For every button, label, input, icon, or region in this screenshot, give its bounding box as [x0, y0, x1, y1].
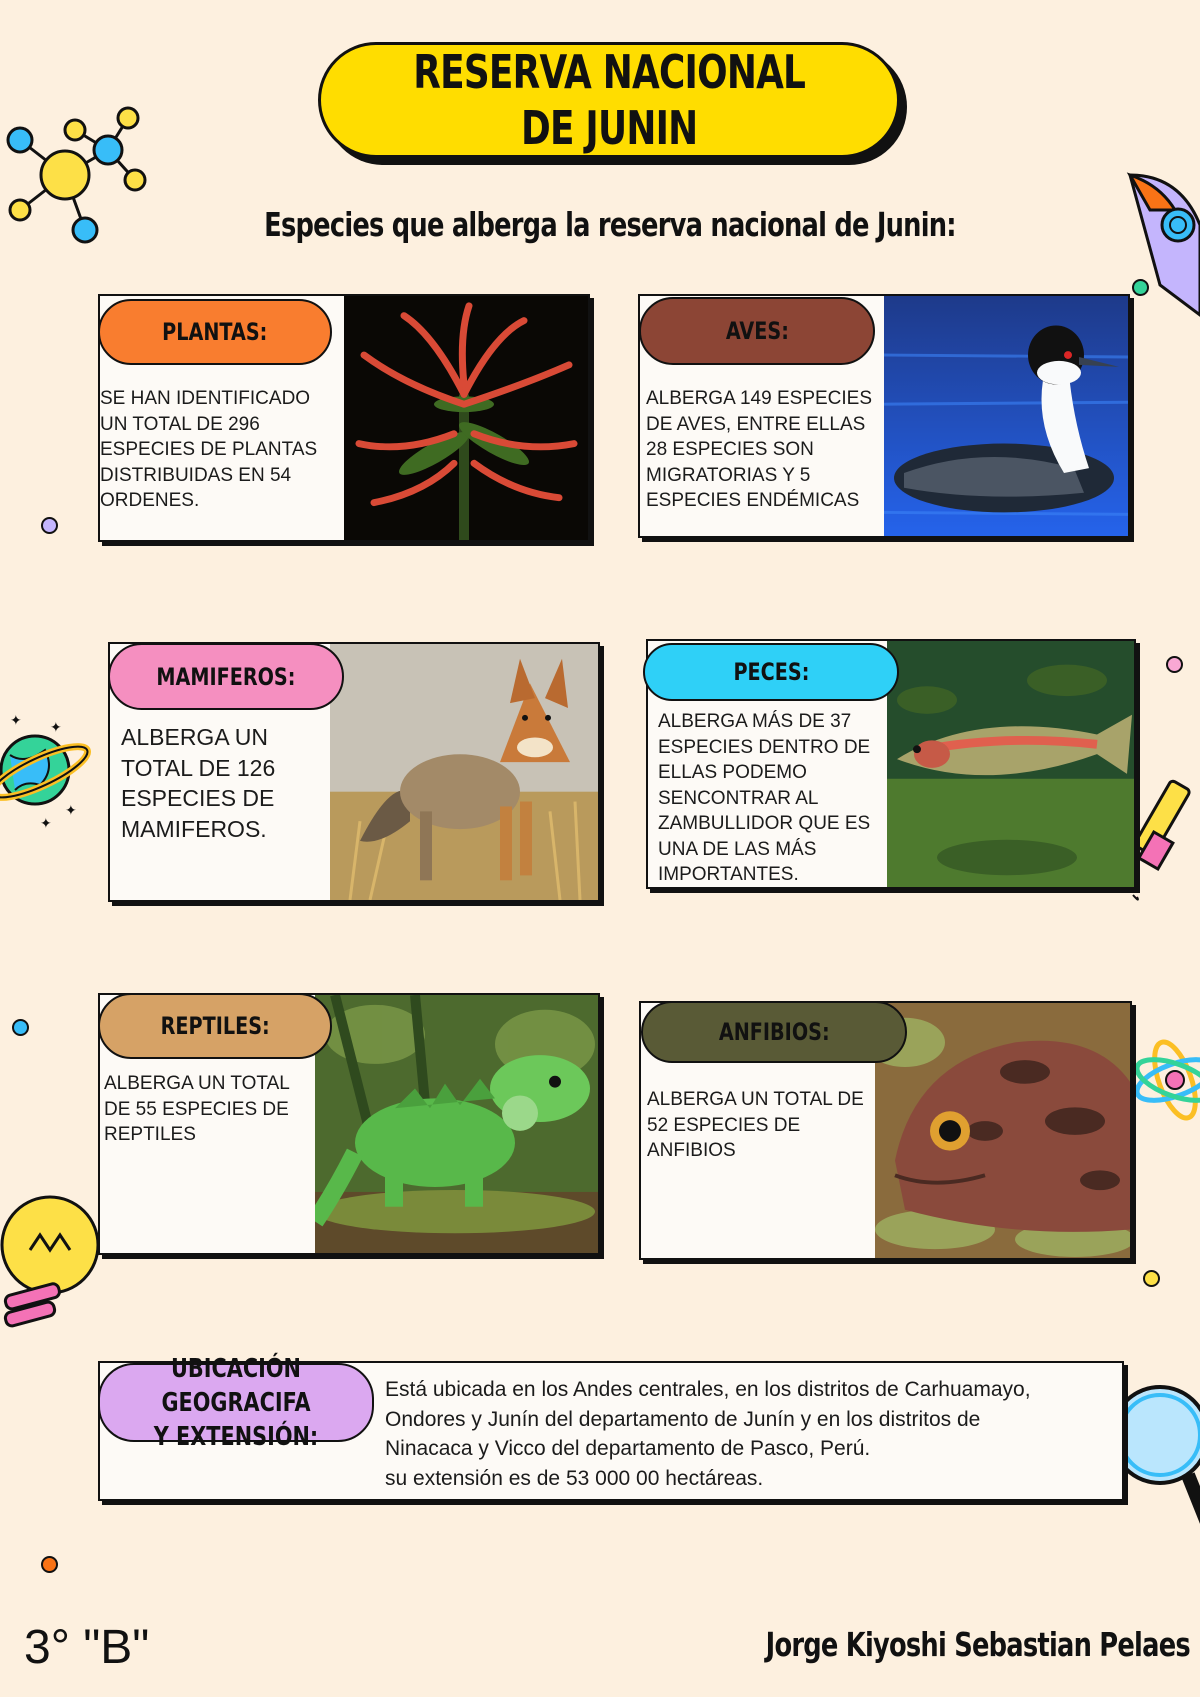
card-label-text: PECES: [733, 658, 809, 686]
card-label-plantas [98, 299, 332, 365]
bird-photo [884, 296, 1128, 536]
card-label-text: MAMIFEROS: [156, 662, 296, 691]
location-description: Está ubicada en los Andes centrales, en los distritos de Carhuamayo, Ondores y Junín del departamento de Junín y en los distritos de Ninacaca y Vicco del departamento de Pasco, Perú. su extensión es de 53 000 00 hectáreas. [385, 1378, 1031, 1490]
svg-text:✦: ✦ [65, 802, 77, 818]
class-grade: 3° "B" [24, 1621, 150, 1674]
dot-decoration [41, 1556, 58, 1573]
page-title: RESERVA NACIONAL DE JUNIN [413, 45, 805, 155]
card-label-reptiles [98, 993, 332, 1059]
card-label-aves [639, 297, 875, 365]
svg-text:✦: ✦ [10, 712, 22, 728]
dot-decoration [1143, 1270, 1160, 1287]
dot-decoration [12, 1019, 29, 1036]
atom-icon [1135, 1010, 1200, 1150]
fox-photo [330, 644, 598, 900]
card-label-text: PLANTAS: [162, 318, 268, 346]
card-label-mamiferos [108, 643, 344, 710]
bulb-icon [0, 1185, 110, 1345]
card-description: ALBERGA UN TOTAL DE 52 ESPECIES DE ANFIBIOS [647, 1089, 864, 1161]
svg-text:✦: ✦ [40, 815, 52, 830]
location-label-text: UBICACIÓN GEOGRACIFA Y EXTENSIÓN: [153, 1353, 319, 1452]
svg-text:✦: ✦ [50, 719, 62, 735]
planet-icon [0, 710, 95, 830]
author-name: Jorge Kiyoshi Sebastian Pelaes [765, 1625, 1190, 1664]
card-description: ALBERGA MÁS DE 37 ESPECIES DENTRO DE ELLAS PODEMO SENCONTRAR AL ZAMBULLIDOR QUE ES UNA DE LAS MÁS IMPORTANTES. [658, 711, 871, 885]
card-label-text: AVES: [725, 317, 789, 345]
card-label-anfibios [641, 1001, 907, 1063]
dot-decoration [41, 517, 58, 534]
iguana-photo [315, 995, 598, 1253]
dot-decoration [1132, 279, 1149, 296]
title-banner [318, 42, 900, 158]
card-label-peces [643, 643, 899, 701]
card-label-text: REPTILES: [160, 1012, 270, 1040]
location-label [98, 1353, 374, 1452]
card-description: ALBERGA 149 ESPECIES DE AVES, ENTRE ELLAS 28 ESPECIES SON MIGRATORIAS Y 5 ESPECIES ENDÉMICAS [646, 388, 873, 511]
card-description: SE HAN IDENTIFICADO UN TOTAL DE 296 ESPECIES DE PLANTAS DISTRIBUIDAS EN 54 ORDENES. [100, 388, 318, 511]
card-description: ALBERGA UN TOTAL DE 55 ESPECIES DE REPTILES [104, 1073, 290, 1145]
card-description: ALBERGA UN TOTAL DE 126 ESPECIES DE MAMIFEROS. [121, 724, 276, 842]
dot-decoration [1166, 656, 1183, 673]
card-label-text: ANFIBIOS: [718, 1018, 830, 1046]
fish-photo [887, 641, 1134, 887]
frog-photo [875, 1003, 1130, 1258]
page-subtitle: Especies que alberga la reserva nacional de Junin: [264, 205, 956, 244]
plant-photo [344, 296, 588, 540]
rocket-icon [1120, 165, 1200, 325]
molecule-icon [0, 100, 150, 250]
